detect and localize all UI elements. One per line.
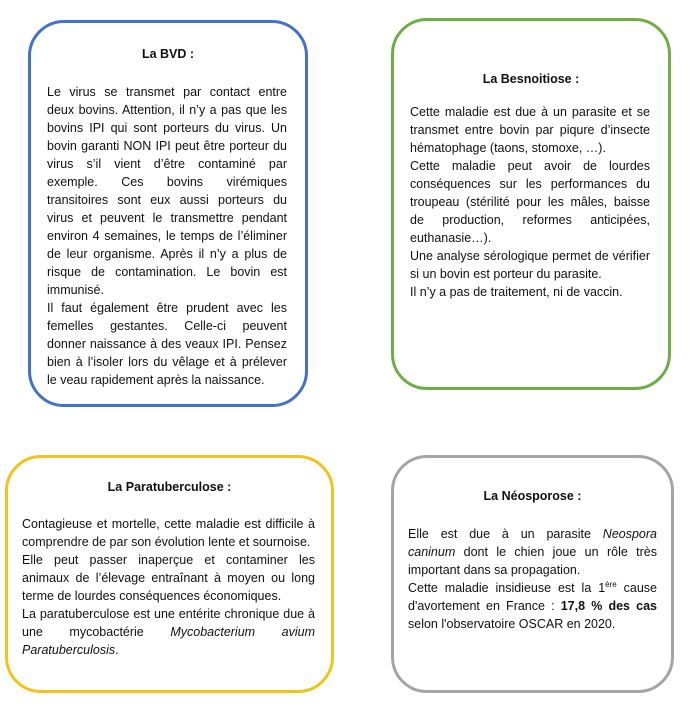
neosporose-text-4: selon l'observatoire OSCAR en 2020. bbox=[408, 617, 616, 631]
paratuberculose-text-end: . bbox=[115, 643, 119, 657]
bvd-paragraph-1: Le virus se transmet par contact entre deux bovins. Attention, il n’y a pas que les bovins IPI qui sont porteurs du virus. Un bovin garanti NON IPI peut être porteur du virus s’il vient d’être contaminé par exemple. Ces bovins virémiques transitoires sont eux aussi porteurs du virus et peuvent le transmettre pendant environ 4 semaines, le temps de l’éliminer de leur organisme. Après il n’y a plus de risque de contamination. Le bovin est immunisé. bbox=[47, 85, 287, 297]
besnoitiose-title: La Besnoitiose : bbox=[482, 72, 580, 86]
besnoitiose-body bbox=[410, 103, 650, 301]
paratuberculose-paragraph-2: Elle peut passer inaperçue et contaminer les animaux de l’élevage entraînant à moyen ou long terme de lourdes conséquences économiques. bbox=[22, 553, 315, 603]
neosporose-paragraph-2 bbox=[408, 579, 657, 633]
paratuberculose-body bbox=[22, 515, 315, 659]
bvd-body bbox=[47, 83, 287, 389]
neosporose-text-2: Cette maladie insidieuse est la 1 bbox=[408, 581, 606, 595]
paratuberculose-title: La Paratuberculose : bbox=[107, 480, 232, 494]
bvd-paragraph-2: Il faut également être prudent avec les femelles gestantes. Celle-ci peuvent donner naissance à des veaux IPI. Pensez bien à l’isoler lors du vêlage et à prélever le veau rapidement après la naissance. bbox=[47, 301, 287, 387]
paratuberculose-text: La paratuberculose est une entérite chronique due à une mycobactérie bbox=[22, 607, 315, 639]
besnoitiose-paragraph-4: Il n’y a pas de traitement, ni de vaccin. bbox=[410, 285, 623, 299]
paratuberculose-paragraph-1: Contagieuse et mortelle, cette maladie est difficile à comprendre de par son évolution lente et sournoise. bbox=[22, 517, 315, 549]
besnoitiose-card bbox=[391, 18, 671, 390]
neospora-name: Neospora caninum bbox=[408, 527, 657, 559]
besnoitiose-paragraph-2: Cette maladie peut avoir de lourdes conséquences sur les performances du troupeau (stérilité pour les mâles, baisse de production, reformes anticipées, euthanasie…). bbox=[410, 159, 650, 245]
neosporose-text-end: dont le chien joue un rôle très important dans sa propagation. bbox=[408, 545, 657, 577]
neosporose-body bbox=[408, 525, 657, 633]
neosporose-paragraph-1 bbox=[408, 525, 657, 579]
bvd-card bbox=[28, 20, 308, 407]
besnoitiose-paragraph-1: Cette maladie est due à un parasite et se transmet entre bovin par piqure d’insecte hématophage (taons, stomoxe, …). bbox=[410, 105, 650, 155]
neosporose-card bbox=[391, 455, 674, 693]
bvd-title: La BVD : bbox=[141, 47, 195, 61]
paratuberculose-card bbox=[5, 455, 334, 693]
mycobacterium-name: Mycobacterium avium Paratuberculosis bbox=[22, 625, 315, 657]
besnoitiose-paragraph-3: Une analyse sérologique permet de vérifier si un bovin est porteur du parasite. bbox=[410, 249, 650, 281]
abortion-percentage: 17,8 % des cas bbox=[560, 599, 658, 613]
neosporose-title: La Néosporose : bbox=[483, 489, 582, 503]
paratuberculose-paragraph-3 bbox=[22, 605, 315, 659]
superscript-ere: ère bbox=[605, 579, 617, 589]
neosporose-text: Elle est due à un parasite bbox=[408, 527, 603, 541]
neosporose-text-3: cause d'avortement en France : bbox=[408, 581, 657, 613]
